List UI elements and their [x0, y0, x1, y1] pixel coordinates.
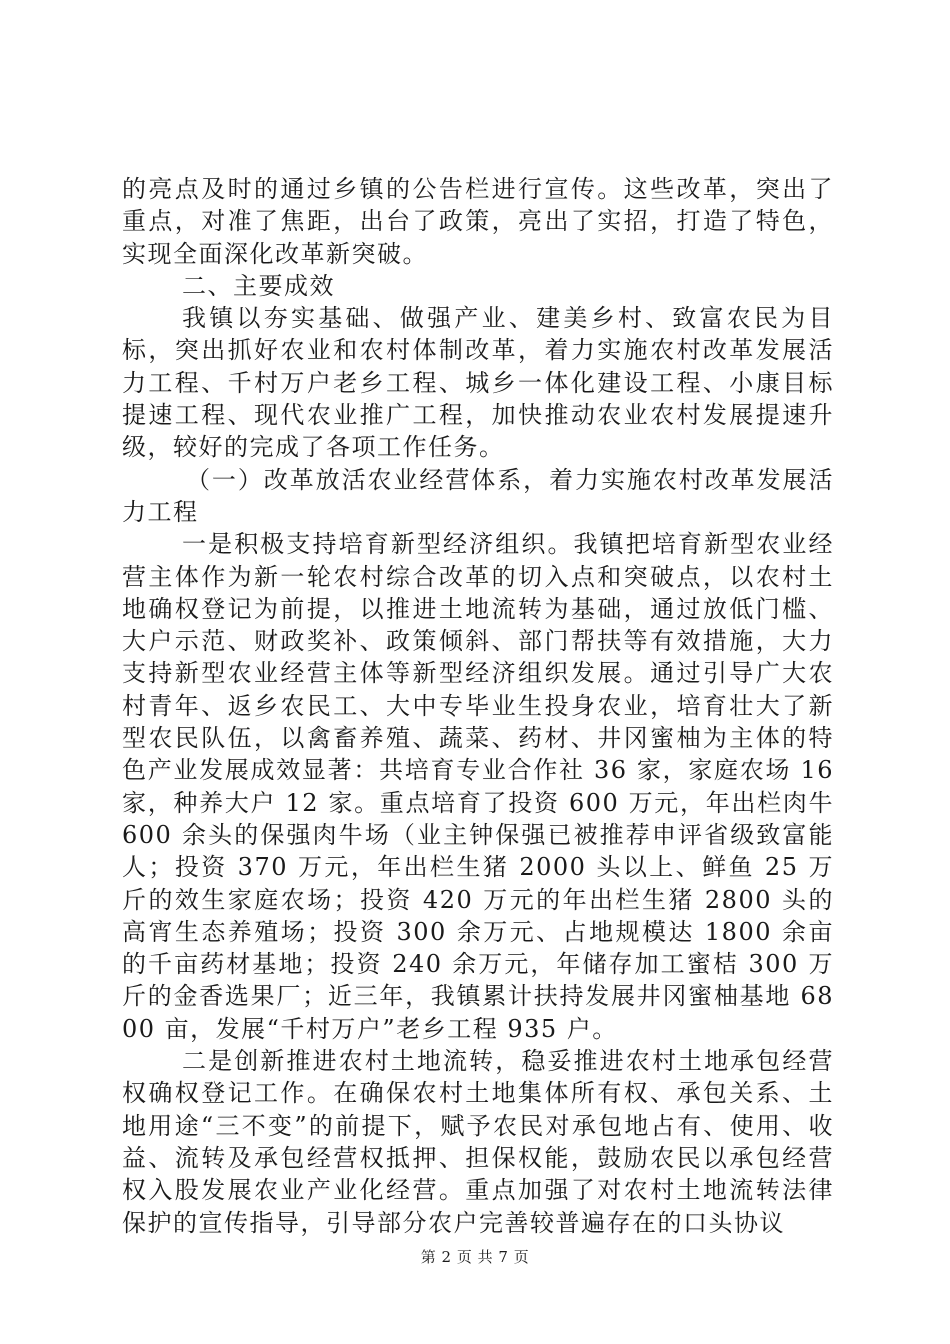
subsection-heading-1: （一）改革放活农业经营体系，着力实施农村改革发展活力工程 — [122, 465, 834, 526]
paragraph-item-2: 二是创新推进农村土地流转，稳妥推进农村土地承包经营权确权登记工作。在确保农村土地集体所有权、承包关系、土地用途“三不变”的前提下，赋予农民对承包地占有、使用、收益、流转及承包经营权抵押、担保权能，鼓励农民以承包经营权入股发展农业产业化经营。重点加强了对农村土地流转法律保护的宣传指导，引导部分农户完善较普遍存在的口头协议 — [122, 1047, 834, 1237]
paragraph-item-1: 一是积极支持培育新型经济组织。我镇把培育新型农业经营主体作为新一轮农村综合改革的切入点和突破点，以农村土地确权登记为前提，以推进土地流转为基础，通过放低门槛、大户示范、财政奖补、政策倾斜、部门帮扶等有效措施，大力支持新型农业经营主体等新型经济组织发展。通过引导广大农村青年、返乡农民工、大中专毕业生投身农业，培育壮大了新型农民队伍，以禽畜养殖、蔬菜、药材、井冈蜜柚为主体的特色产业发展成效显著：共培育专业合作社 36 家，家庭农场 16 家，种养大户 12 家。重点培育了投资 600 万元，年出栏肉牛600 余头的保强肉牛场（业主钟保强已被推荐申评省级致富能人；投资 370 万元，年出栏生猪 2000 头以上、鲜鱼 25 万斤的效生家庭农场；投资 420 万元的年出栏生猪 2800 头的高宵生态养殖场；投资 300 余万元、占地规模达 1800 余亩的千亩药材基地；投资 240 余万元，年储存加工蜜桔 300 万斤的金香选果厂；近三年，我镇累计扶持发展井冈蜜柚基地 6800 亩，发展“千村万户”老乡工程 935 户。 — [122, 530, 834, 1043]
paragraph-summary: 我镇以夯实基础、做强产业、建美乡村、致富农民为目标，突出抓好农业和农村体制改革，着力实施农村改革发展活力工程、千村万户老乡工程、城乡一体化建设工程、小康目标提速工程、现代农业推广工程，加快推动农业农村发展提速升级，较好的完成了各项工作任务。 — [122, 304, 834, 462]
paragraph-continuation: 的亮点及时的通过乡镇的公告栏进行宣传。这些改革，突出了重点，对准了焦距，出台了政策，亮出了实招，打造了特色，实现全面深化改革新突破。 — [122, 175, 834, 268]
section-heading-main-results: 二、主要成效 — [182, 271, 335, 300]
document-body — [122, 173, 834, 1239]
page-footer: 第 2 页 共 7 页 — [420, 1248, 530, 1266]
